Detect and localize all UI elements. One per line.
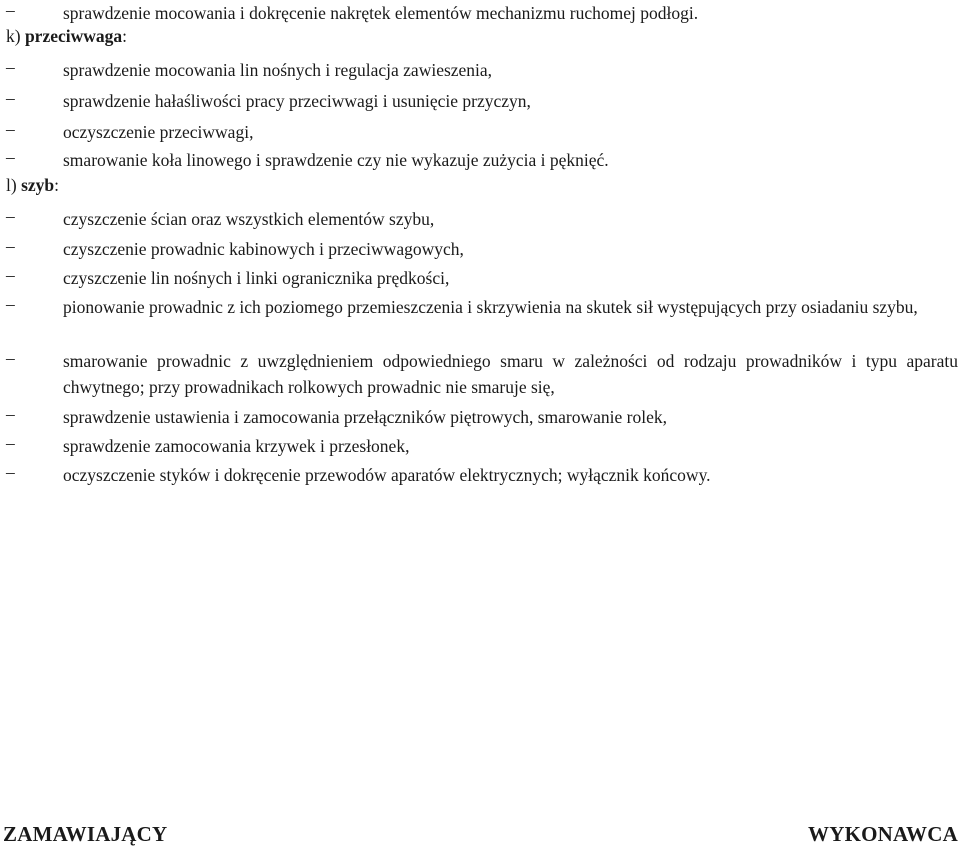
list-item-text: smarowanie koła linowego i sprawdzenie czy nie wykazuje zużycia i pęknięć.: [63, 150, 609, 170]
section-name: przeciwwaga: [24, 26, 123, 46]
dash-bullet: –: [6, 88, 15, 108]
dash-bullet: –: [6, 265, 15, 285]
dash-bullet: –: [6, 57, 15, 77]
signature-label-ordering-party: ZAMAWIAJĄCY: [3, 822, 168, 846]
list-item-text: czyszczenie ścian oraz wszystkich elementów szybu,: [63, 209, 435, 229]
dash-bullet: –: [6, 404, 15, 424]
list-item-text: sprawdzenie mocowania lin nośnych i regulacja zawieszenia,: [63, 60, 493, 80]
section-name: szyb: [21, 175, 55, 195]
list-item-text: czyszczenie lin nośnych i linki ogranicznika prędkości,: [63, 268, 450, 288]
dash-bullet: –: [6, 147, 15, 167]
section-letter: k): [6, 26, 21, 46]
list-item-text: czyszczenie prowadnic kabinowych i przeciwwagowych,: [63, 239, 464, 259]
list-item-text: sprawdzenie zamocowania krzywek i przesłonek,: [63, 436, 410, 456]
section-heading-l: [6, 175, 59, 196]
dash-bullet: –: [6, 0, 15, 20]
list-item-text: sprawdzenie mocowania i dokręcenie nakrętek elementów mechanizmu ruchomej podłogi.: [63, 3, 699, 23]
section-colon: :: [122, 26, 128, 46]
list-item-text: smarowanie prowadnic z uwzględnieniem odpowiedniego smaru w zależności od rodzaju prowadników i typu aparatu chwytnego; przy prowadnikach rolkowych prowadnic nie smaruje się,: [63, 351, 958, 397]
dash-bullet: –: [6, 462, 15, 482]
list-item-text: oczyszczenie przeciwwagi,: [63, 122, 254, 142]
dash-bullet: –: [6, 294, 15, 314]
section-colon: :: [54, 175, 60, 195]
dash-bullet: –: [6, 236, 15, 256]
dash-bullet: –: [6, 119, 15, 139]
list-item-text: sprawdzenie ustawienia i zamocowania przełączników piętrowych, smarowanie rolek,: [63, 407, 667, 427]
list-item-text: sprawdzenie hałaśliwości pracy przeciwwagi i usunięcie przyczyn,: [63, 91, 531, 111]
dash-bullet: –: [6, 433, 15, 453]
dash-bullet: –: [6, 348, 15, 368]
list-item-text: pionowanie prowadnic z ich poziomego przemieszczenia i skrzywienia na skutek sił występujących przy osiadaniu szybu,: [63, 297, 918, 317]
list-item-text: oczyszczenie styków i dokręcenie przewodów aparatów elektrycznych; wyłącznik końcowy.: [63, 465, 711, 485]
dash-bullet: –: [6, 206, 15, 226]
signature-label-contractor: WYKONAWCA: [808, 822, 958, 846]
section-letter: l): [6, 175, 17, 195]
section-heading-k: [6, 26, 127, 47]
